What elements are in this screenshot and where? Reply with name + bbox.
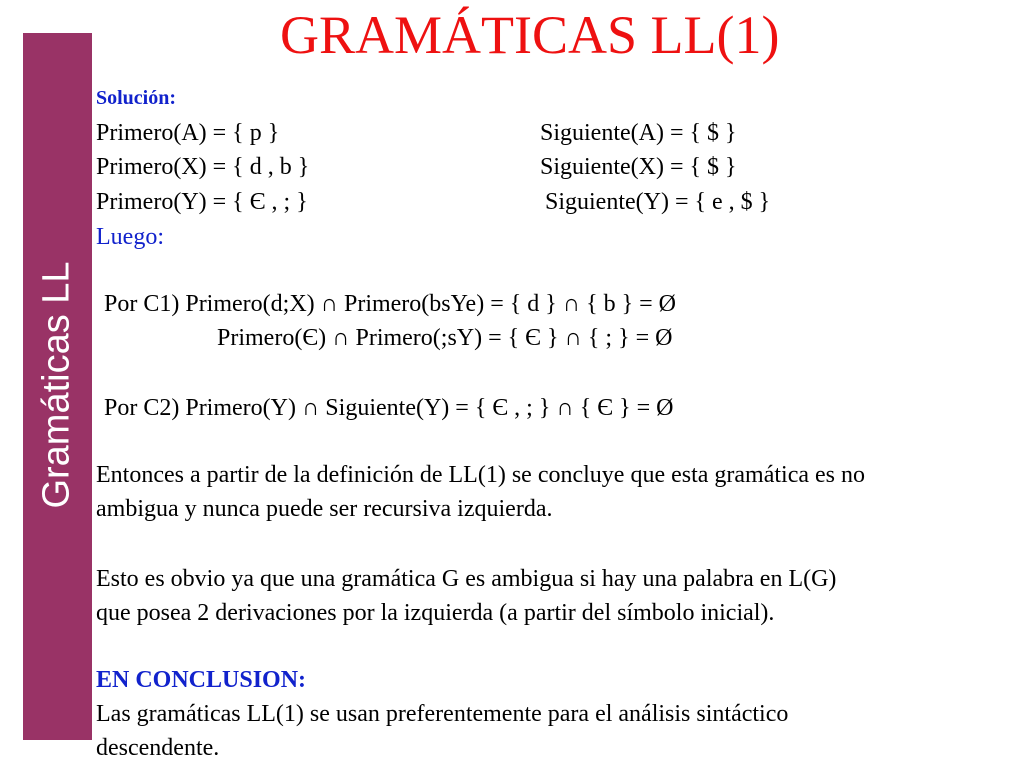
condition-c2-line: Por C2) Primero(Y) ∩ Siguiente(Y) = { Є , ; } ∩ { Є } = Ø	[104, 395, 674, 421]
condition-c1-line-2: Primero(Є) ∩ Primero(;sY) = { Є } ∩ { ; } = Ø	[217, 325, 673, 351]
follow-y: Siguiente(Y) = { e , $ }	[545, 189, 771, 215]
first-a: Primero(A) = { p }	[96, 120, 280, 146]
paragraph-1-line-1: Entonces a partir de la definición de LL(1) se concluye que esta gramática es no	[96, 462, 866, 488]
luego-label: Luego:	[96, 224, 164, 250]
follow-a: Siguiente(A) = { $ }	[540, 120, 737, 146]
conclusion-line-2: descendente.	[96, 735, 220, 761]
conclusion-heading: EN CONCLUSION:	[96, 667, 307, 693]
solution-label: Solución:	[96, 87, 177, 109]
condition-c1-line-1: Por C1) Primero(d;X) ∩ Primero(bsYe) = { d } ∩ { b } = Ø	[104, 291, 677, 317]
paragraph-1-line-2: ambigua y nunca puede ser recursiva izquierda.	[96, 496, 553, 522]
side-label: Gramáticas LL	[35, 261, 78, 509]
slide-title: GRAMÁTICAS LL(1)	[280, 5, 780, 65]
paragraph-2-line-2: que posea 2 derivaciones por la izquierda (a partir del símbolo inicial).	[96, 600, 775, 626]
follow-x: Siguiente(X) = { $ }	[540, 154, 737, 180]
first-x: Primero(X) = { d , b }	[96, 154, 310, 180]
paragraph-2-line-1: Esto es obvio ya que una gramática G es ambigua si hay una palabra en L(G)	[96, 566, 837, 592]
first-y: Primero(Y) = { Є , ; }	[96, 189, 308, 215]
conclusion-line-1: Las gramáticas LL(1) se usan preferentemente para el análisis sintáctico	[96, 701, 789, 727]
